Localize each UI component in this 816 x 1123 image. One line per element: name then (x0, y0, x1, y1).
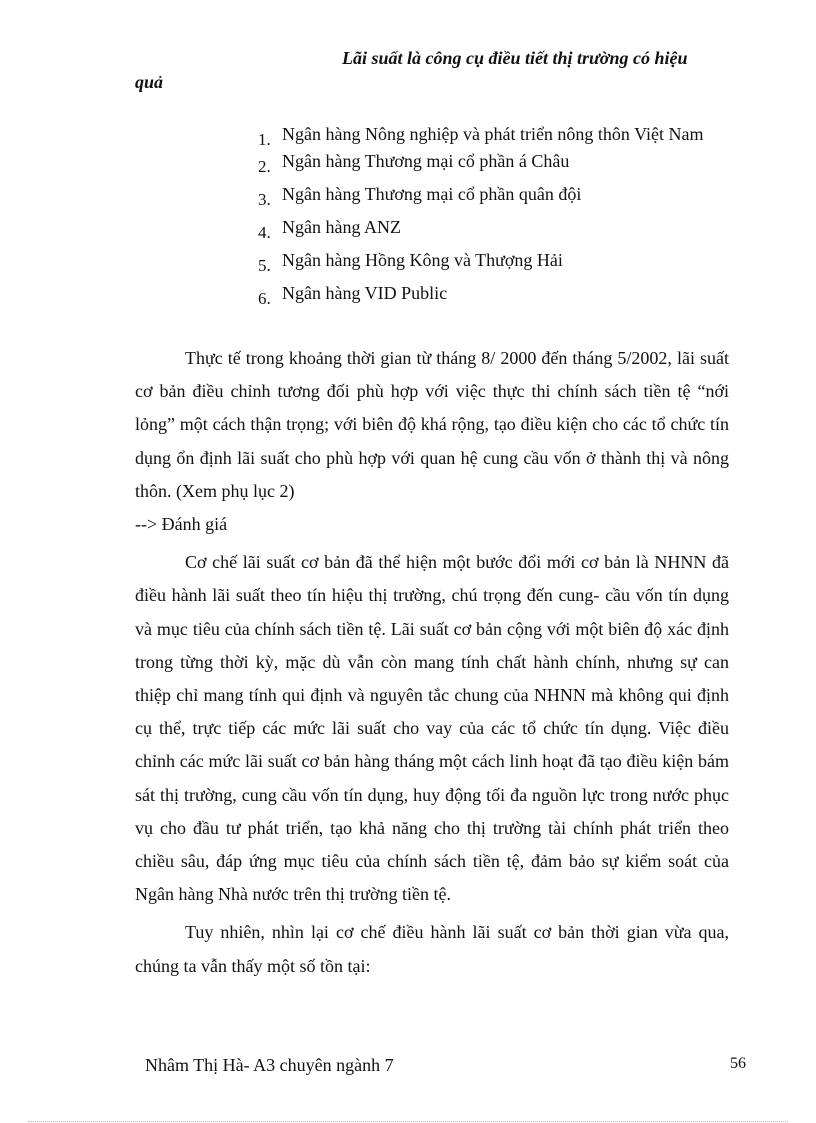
evaluation-heading: --> Đánh giá (135, 514, 228, 535)
list-item (258, 151, 730, 184)
paragraph-limitations: Tuy nhiên, nhìn lại cơ chế điều hành lãi suất cơ bản thời gian vừa qua, chúng ta vẫn thấy một số tồn tại: (135, 922, 729, 976)
list-item-text: Ngân hàng VID Public (282, 283, 448, 303)
list-item-text: Ngân hàng Thương mại cổ phần á Châu (282, 151, 570, 171)
list-item-number: 2. (258, 157, 271, 176)
footer-author: Nhâm Thị Hà- A3 chuyên ngành 7 (145, 1055, 394, 1075)
header-title-continued: quả (135, 72, 164, 92)
list-item-text: Ngân hàng ANZ (282, 217, 401, 237)
list-item (258, 283, 730, 316)
list-item-text: Ngân hàng Thương mại cổ phần quân đội (282, 184, 582, 204)
list-item-number: 4. (258, 223, 271, 242)
list-item-text: Ngân hàng Hồng Kông và Thượng Hải (282, 250, 563, 270)
footer-divider (28, 1121, 788, 1122)
bank-list (258, 118, 730, 316)
list-item-number: 1. (258, 130, 271, 149)
paragraph-evaluation: Cơ chế lãi suất cơ bản đã thể hiện một bước đổi mới cơ bản là NHNN đã điều hành lãi suất theo tín hiệu thị trường, chú trọng đến cung- cầu vốn tín dụng và mục tiêu của chính sách tiền tệ. Lãi suất cơ bản cộng với một biên độ xác định trong từng thời kỳ, mặc dù vẫn còn mang tính chất hành chính, nhưng sự can thiệp chỉ mang tính qui định và nguyên tắc chung của NHNN mà không qui định cụ thể, trực tiếp các mức lãi suất cho vay của các tổ chức tín dụng. Việc điều chỉnh các mức lãi suất cơ bản hàng tháng một cách linh hoạt đã tạo điều kiện bám sát thị trường, cung cầu vốn tín dụng, huy động tối đa nguồn lực trong nước phục vụ cho đầu tư phát triển, tạo khả năng cho thị trường tài chính phát triển theo chiều sâu, đáp ứng mục tiêu của chính sách tiền tệ, đảm bảo sự kiểm soát của Ngân hàng Nhà nước trên thị trường tiền tệ. (135, 552, 729, 905)
list-item-number: 6. (258, 289, 271, 308)
body-text (135, 342, 729, 983)
list-item (258, 184, 730, 217)
list-item-number: 5. (258, 256, 271, 275)
page-number: 56 (730, 1055, 746, 1072)
list-item (258, 217, 730, 250)
list-item-text: Ngân hàng Nông nghiệp và phát triển nông thôn Việt Nam (282, 124, 704, 144)
list-item (258, 118, 730, 151)
paragraph-actual-situation: Thực tế trong khoảng thời gian từ tháng 8/ 2000 đến tháng 5/2002, lãi suất cơ bản điều chỉnh tương đối phù hợp với việc thực thi chính sách tiền tệ “nới lỏng” một cách thận trọng; với biên độ khá rộng, tạo điều kiện cho các tổ chức tín dụng ổn định lãi suất cho phù hợp với quan hệ cung cầu vốn ở thành thị và nông thôn. (Xem phụ lục 2) (135, 348, 729, 501)
list-item (258, 250, 730, 283)
list-item-number: 3. (258, 190, 271, 209)
header-title: Lãi suất là công cụ điều tiết thị trường có hiệu (342, 48, 688, 68)
